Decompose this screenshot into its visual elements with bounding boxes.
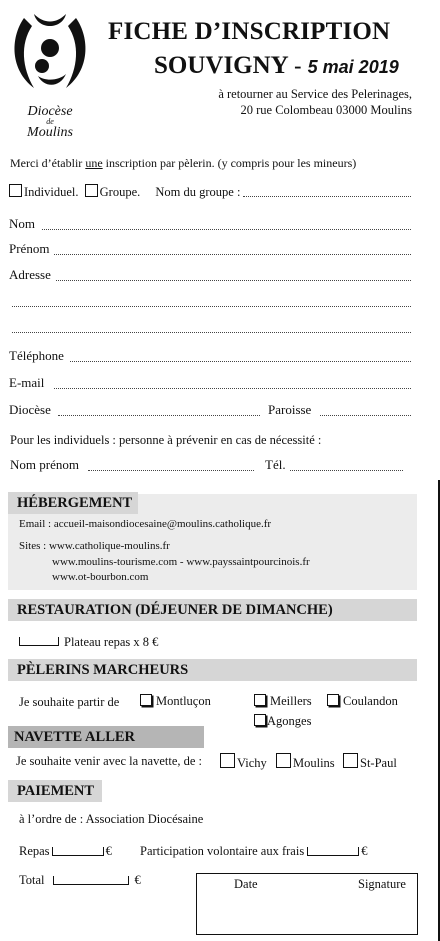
group-name-field[interactable] [243,196,411,197]
participation-euro: € [361,844,368,858]
diocese-field[interactable] [58,415,260,416]
total-label: Total [19,873,45,887]
subtitle-place: SOUVIGNY [154,52,288,79]
registration-type [9,184,240,200]
start-option-montlucon [140,694,211,709]
total-amount-field[interactable] [53,876,129,885]
adresse-label: Adresse [9,267,51,282]
paiement-header: PAIEMENT [8,780,102,802]
participation-row [140,844,367,859]
moulins-checkbox[interactable] [276,753,291,768]
signature-label: Signature [358,877,406,891]
contact-name-field[interactable] [88,470,254,471]
total-row [19,873,141,888]
address-line-2: 20 rue Colombeau 03000 Moulins [240,103,412,117]
restauration-header: RESTAURATION (DÉJEUNER DE DIMANCHE) [8,599,417,621]
emergency-note: Pour les individuels : personne à prévenir en cas de nécessité : [10,433,322,447]
telephone-label: Téléphone [9,348,64,363]
logo-line-2: de [46,117,54,126]
marcheurs-prompt: Je souhaite partir de [19,695,120,709]
navette-option-vichy [220,753,267,771]
plateau-repas-row [19,635,158,650]
paroisse-field[interactable] [320,415,411,416]
individual-label: Individuel. [24,185,79,199]
repas-amount-field[interactable] [52,847,104,856]
navette-header: NAVETTE ALLER [8,726,204,748]
coulandon-checkbox[interactable] [327,694,339,706]
participation-amount-field[interactable] [307,847,359,856]
montlucon-checkbox[interactable] [140,694,152,706]
montlucon-label: Montluçon [156,694,211,708]
repas-label: Repas [19,844,50,858]
vichy-checkbox[interactable] [220,753,235,768]
intro-after: inscription par pèlerin. (y compris pour les mineurs) [102,156,357,170]
meillers-checkbox[interactable] [254,694,266,706]
adresse-field-line-2[interactable] [12,306,411,307]
telephone-field[interactable] [70,361,411,362]
start-option-coulandon [327,694,398,709]
diocese-logo [4,8,96,140]
nom-label: Nom [9,216,35,231]
individual-checkbox[interactable] [9,184,22,197]
return-address [180,86,412,118]
meillers-label: Meillers [270,694,312,708]
plateau-label: Plateau repas x 8 € [64,635,159,649]
moulins-label: Moulins [293,756,335,770]
vichy-label: Vichy [237,756,267,770]
tel-label: Tél. [265,457,286,472]
email-label: E-mail [9,375,45,390]
email-field[interactable] [54,388,411,389]
intro-before: Merci d’établir [10,156,86,170]
group-name-label: Nom du groupe : [155,185,241,199]
group-checkbox[interactable] [85,184,98,197]
agonges-label: Agonges [267,714,312,728]
coulandon-label: Coulandon [343,694,398,708]
hebergement-header: HÉBERGEMENT [8,492,138,514]
prenom-label: Prénom [9,241,50,256]
contact-tel-field[interactable] [290,470,403,471]
repas-euro: € [105,844,112,858]
hebergement-email: Email : accueil-maisondiocesaine@moulins.catholique.fr [19,518,272,530]
start-option-meillers [254,694,312,709]
diocese-emblem-icon [4,8,96,100]
agonges-checkbox[interactable] [254,714,266,726]
start-option-agonges [254,714,311,729]
navette-prompt: Je souhaite venir avec la navette, de : [16,754,203,768]
subtitle-dash: - [294,53,302,78]
prenom-field[interactable] [54,254,411,255]
marcheurs-header: PÈLERINS MARCHEURS [8,659,417,681]
nom-prenom-label: Nom prénom [10,457,79,472]
repas-row [19,844,112,859]
hebergement-sites-3: www.ot-bourbon.com [52,571,149,583]
nom-field[interactable] [42,229,411,230]
intro-underlined: une [85,156,103,170]
navette-option-stpaul [343,753,397,771]
adresse-field-line-1[interactable] [56,280,411,281]
stpaul-checkbox[interactable] [343,753,358,768]
participation-label: Participation volontaire aux frais [140,844,305,858]
group-label: Groupe. [99,185,141,199]
hebergement-sites-1: Sites : www.catholique-moulins.fr [19,540,170,552]
diocese-label: Diocèse [9,402,51,417]
total-euro: € [134,873,141,887]
page-title: FICHE D’INSCRIPTION [108,18,391,45]
navette-option-moulins [276,753,335,771]
payment-order: à l’ordre de : Association Diocésaine [19,812,204,826]
date-label: Date [234,877,258,891]
paroisse-label: Paroisse [268,402,312,417]
address-line-1: à retourner au Service des Pelerinages, [218,87,412,101]
plateau-quantity-field[interactable] [19,637,59,646]
intro-text [10,156,356,171]
event-date: 5 mai 2019 [307,57,399,77]
hebergement-sites-2: www.moulins-tourisme.com - www.payssaintpourcinois.fr [52,556,310,568]
logo-line-1: Diocèse [27,104,73,119]
stpaul-label: St-Paul [360,756,397,770]
page-subtitle [154,52,399,80]
adresse-field-line-3[interactable] [12,332,411,333]
logo-line-3: Moulins [27,125,73,140]
